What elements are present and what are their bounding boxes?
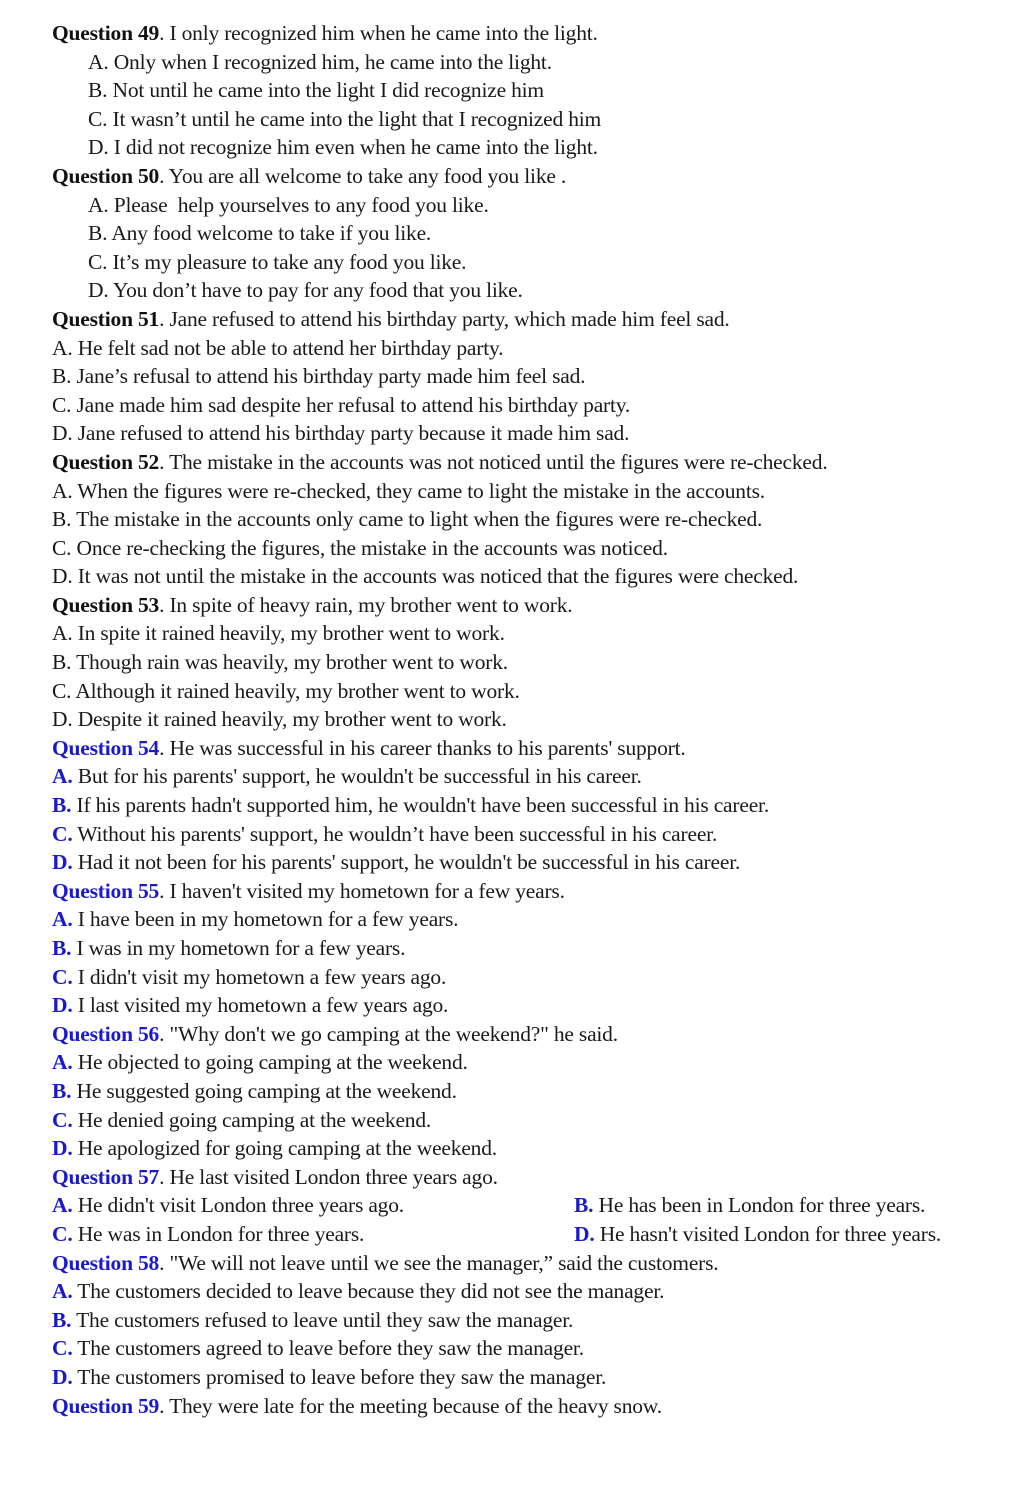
option-b[interactable] [52,362,1018,391]
option-text: He didn't visit London three years ago. [72,1193,404,1218]
option-letter: D. [52,421,73,446]
option-text: He suggested going camping at the weekend. [71,1078,457,1103]
option-text: He denied going camping at the weekend. [72,1107,432,1132]
option-d[interactable] [52,705,1018,734]
question-stem: . Jane refused to attend his birthday party, which made him feel sad. [159,306,730,331]
option-letter: A. [88,49,109,74]
option-letter: B. [52,364,72,389]
question-stem: . "We will not leave until we see the manager,” said the customers. [159,1250,719,1275]
question-50-title [52,162,1018,191]
question-label: Question 51 [52,306,160,331]
option-letter: B. [52,1307,72,1332]
option-text: It was not until the mistake in the accounts was noticed that the figures were checked. [72,564,799,589]
option-letter: B. [52,936,72,960]
option-c[interactable] [52,1334,1018,1363]
option-letter: C. [52,678,72,703]
question-stem: . I only recognized him when he came into the light. [159,21,598,45]
option-text: Jane refused to attend his birthday party because it made him sad. [72,421,630,446]
question-57-title [52,1163,1018,1192]
option-text: I last visited my hometown a few years ago. [72,993,449,1018]
question-58-title [52,1249,1018,1278]
option-c[interactable] [52,391,1018,420]
question-53-title [52,591,1018,620]
option-a[interactable] [52,477,1018,506]
option-letter: D. [52,1136,73,1161]
option-letter: D. [88,135,109,160]
option-a[interactable] [52,334,1018,363]
option-c[interactable] [52,105,1018,134]
option-d[interactable] [52,562,1018,591]
option-letter: A. [52,621,73,646]
option-c[interactable] [52,1220,574,1249]
option-letter: C. [52,964,73,989]
option-text: It’s my pleasure to take any food you like. [107,249,467,274]
option-text: The customers promised to leave before they saw the manager. [72,1364,607,1389]
option-a[interactable] [52,191,1018,220]
option-c[interactable] [52,820,1018,849]
option-b[interactable] [52,505,1018,534]
question-label: Question 56 [52,1021,160,1046]
option-letter: D. [52,564,73,589]
option-letter: C. [52,1107,73,1132]
option-text: You don’t have to pay for any food that you like. [108,278,523,303]
option-letter: C. [52,1221,73,1246]
option-a[interactable] [52,762,1018,791]
option-text: He has been in London for three years. [593,1193,926,1218]
question-label: Question 57 [52,1164,160,1189]
option-letter: C. [88,249,108,274]
option-a[interactable] [52,905,1018,934]
option-text: He apologized for going camping at the weekend. [72,1136,497,1161]
question-stem: . He last visited London three years ago. [159,1164,498,1189]
question-stem: . The mistake in the accounts was not noticed until the figures were re-checked. [159,449,828,474]
question-stem: . He was successful in his career thanks to his parents' support. [159,735,686,760]
option-letter: A. [52,478,73,503]
option-b[interactable] [52,648,1018,677]
option-text: When the figures were re-checked, they came to light the mistake in the accounts. [72,478,765,503]
option-text: But for his parents' support, he wouldn't be successful in his career. [72,764,642,789]
option-text: Not until he came into the light I did recognize him [107,78,544,103]
question-55-title [52,877,1018,906]
option-a[interactable] [52,48,1018,77]
option-letter: D. [52,707,73,732]
question-label: Question 49 [52,21,160,45]
option-text: The customers agreed to leave before they saw the manager. [72,1336,584,1361]
option-letter: A. [52,335,73,360]
option-letter: D. [52,993,73,1018]
question-49-title [52,19,1018,48]
option-text: I was in my hometown for a few years. [71,936,406,960]
option-text: If his parents hadn't supported him, he wouldn't have been successful in his career. [71,793,769,818]
option-text: Though rain was heavily, my brother went to work. [71,650,508,675]
option-letter: D. [574,1221,595,1246]
option-b[interactable] [52,76,1018,105]
option-text: Jane’s refusal to attend his birthday party made him feel sad. [71,364,586,389]
option-letter: B. [52,1078,72,1103]
option-text: I did not recognize him even when he came into the light. [108,135,598,160]
option-letter: D. [88,278,109,303]
option-letter: C. [52,535,72,560]
option-letter: C. [88,106,108,131]
question-59-title [52,1392,1018,1421]
option-letter: B. [88,221,108,246]
option-text: Once re-checking the figures, the mistake in the accounts was noticed. [71,535,668,560]
question-56-title [52,1020,1018,1049]
option-row [52,1191,1018,1220]
option-d[interactable] [52,1363,1018,1392]
option-text: I have been in my hometown for a few years. [72,907,459,932]
question-label: Question 53 [52,592,160,617]
question-stem: . I haven't visited my hometown for a few years. [159,878,565,903]
option-letter: B. [88,78,108,103]
option-letter: A. [52,1279,73,1304]
option-text: Although it rained heavily, my brother went to work. [71,678,520,703]
option-row [52,1220,1018,1249]
option-letter: C. [52,1336,73,1361]
option-text: Had it not been for his parents' support, he wouldn't be successful in his career. [72,850,741,875]
option-text: He felt sad not be able to attend her birthday party. [72,335,504,360]
option-letter: C. [52,392,72,417]
option-b[interactable] [52,791,1018,820]
option-text: The customers refused to leave until they saw the manager. [71,1307,574,1332]
option-d[interactable] [52,1134,1018,1163]
option-a[interactable] [52,1277,1018,1306]
option-d[interactable] [52,133,1018,162]
question-label: Question 50 [52,163,160,188]
option-c[interactable] [52,1106,1018,1135]
question-document [52,19,1018,1420]
option-a[interactable] [52,619,1018,648]
option-text: Only when I recognized him, he came into the light. [108,49,552,74]
option-d[interactable] [52,419,1018,448]
option-letter: A. [52,1050,73,1075]
option-letter: D. [52,850,73,875]
option-d[interactable] [52,276,1018,305]
option-text: It wasn’t until he came into the light that I recognized him [107,106,602,131]
option-c[interactable] [52,248,1018,277]
question-label: Question 58 [52,1250,160,1275]
option-text: Please help yourselves to any food you like. [108,192,489,217]
question-stem: . They were late for the meeting because of the heavy snow. [159,1393,662,1418]
option-letter: A. [52,1193,73,1218]
option-c[interactable] [52,677,1018,706]
option-text: The customers decided to leave because they did not see the manager. [72,1279,665,1304]
question-54-title [52,734,1018,763]
option-text: He hasn't visited London for three years. [594,1221,942,1246]
option-letter: D. [52,1364,73,1389]
option-b[interactable] [574,1191,1018,1220]
option-text: He was in London for three years. [72,1221,365,1246]
option-letter: A. [52,764,73,789]
option-text: Without his parents' support, he wouldn’t have been successful in his career. [72,821,718,846]
question-label: Question 54 [52,735,160,760]
option-b[interactable] [52,219,1018,248]
option-letter: B. [52,507,72,532]
option-text: In spite it rained heavily, my brother went to work. [72,621,505,646]
question-51-title [52,305,1018,334]
option-b[interactable] [52,1306,1018,1335]
option-a[interactable] [52,1048,1018,1077]
option-letter: B. [574,1193,594,1218]
option-letter: A. [88,192,109,217]
option-d[interactable] [52,991,1018,1020]
option-letter: B. [52,650,72,675]
option-d[interactable] [574,1220,1018,1249]
option-text: Jane made him sad despite her refusal to attend his birthday party. [71,392,631,417]
option-c[interactable] [52,963,1018,992]
question-label: Question 59 [52,1393,160,1418]
question-stem: . "Why don't we go camping at the weekend?" he said. [159,1021,618,1046]
option-d[interactable] [52,848,1018,877]
option-b[interactable] [52,1077,1018,1106]
option-letter: C. [52,821,73,846]
question-label: Question 52 [52,449,160,474]
question-stem: . You are all welcome to take any food you like . [159,163,567,188]
option-letter: A. [52,907,73,932]
question-52-title [52,448,1018,477]
option-letter: B. [52,793,72,818]
option-c[interactable] [52,534,1018,563]
question-stem: . In spite of heavy rain, my brother went to work. [159,592,573,617]
option-text: The mistake in the accounts only came to light when the figures were re-checked. [71,507,763,532]
option-text: I didn't visit my hometown a few years ago. [72,964,447,989]
option-a[interactable] [52,1191,574,1220]
question-label: Question 55 [52,878,160,903]
option-b[interactable] [52,934,1018,963]
option-text: Despite it rained heavily, my brother went to work. [72,707,507,732]
option-text: Any food welcome to take if you like. [107,221,432,246]
option-text: He objected to going camping at the weekend. [72,1050,468,1075]
